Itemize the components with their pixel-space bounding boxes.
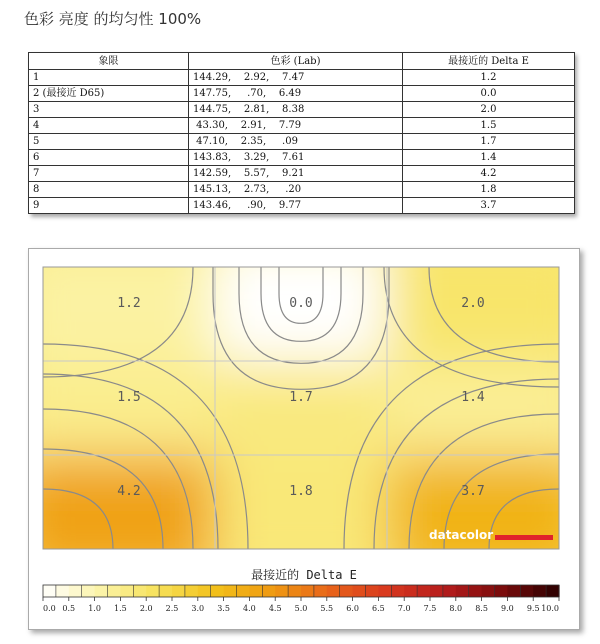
colorbar-tick-label: 6.0 — [346, 604, 359, 613]
colorbar-swatch — [159, 585, 173, 597]
page-title: 色彩 亮度 的均匀性 100% — [24, 10, 202, 28]
cell-value-label: 3.7 — [461, 484, 485, 499]
colorbar-swatch — [443, 585, 457, 597]
quadrant-cell: 4 — [29, 118, 189, 134]
colorbar-swatch — [314, 585, 328, 597]
delta-e-cell: 1.8 — [403, 182, 575, 198]
table-row — [29, 198, 575, 214]
colorbar-swatch — [520, 585, 534, 597]
table-row — [29, 118, 575, 134]
colorbar-swatch — [172, 585, 186, 597]
quadrant-cell: 1 — [29, 70, 189, 86]
colorbar-tick-label: 6.5 — [372, 604, 385, 613]
cell-value-label: 1.7 — [289, 390, 313, 405]
uniformity-chart — [28, 248, 580, 630]
colorbar-swatch — [69, 585, 83, 597]
header-quadrant: 象限 — [29, 53, 189, 70]
colorbar-tick-label: 3.5 — [217, 604, 230, 613]
colorbar-swatch — [417, 585, 431, 597]
quadrant-cell: 6 — [29, 150, 189, 166]
colorbar-swatch — [198, 585, 212, 597]
colorbar-tick-label: 7.5 — [423, 604, 437, 613]
colorbar-swatch — [353, 585, 367, 597]
lab-cell: 143.83, 3.29, 7.61 — [189, 150, 403, 166]
quadrant-cell: 9 — [29, 198, 189, 214]
colorbar-tick-label: 5.0 — [294, 604, 308, 613]
colorbar — [43, 585, 560, 613]
table-row — [29, 182, 575, 198]
colorbar-tick-label: 8.5 — [475, 604, 488, 613]
colorbar-swatch — [211, 585, 225, 597]
quadrant-cell: 5 — [29, 134, 189, 150]
colorbar-swatch — [495, 585, 509, 597]
colorbar-swatch — [391, 585, 405, 597]
lab-cell: 143.46, .90, 9.77 — [189, 198, 403, 214]
colorbar-title: 最接近的 Delta E — [251, 568, 357, 582]
cell-value-label: 1.8 — [289, 484, 313, 499]
colorbar-swatch — [56, 585, 70, 597]
colorbar-swatch — [120, 585, 133, 597]
colorbar-swatch — [340, 585, 354, 597]
quadrant-cell: 2 (最接近 D65) — [29, 86, 189, 102]
lab-cell: 43.30, 2.91, 7.79 — [189, 118, 403, 134]
uniformity-table — [28, 52, 574, 214]
colorbar-swatch — [249, 585, 263, 597]
colorbar-swatch — [133, 585, 147, 597]
table-row — [29, 86, 575, 102]
colorbar-swatch — [288, 585, 302, 597]
colorbar-swatch — [237, 585, 251, 597]
heatmap-cell — [29, 455, 215, 579]
cell-value-label: 4.2 — [117, 484, 141, 499]
colorbar-swatch — [262, 585, 276, 597]
heatmap-cell — [29, 361, 215, 455]
table-row — [29, 102, 575, 118]
colorbar-swatch — [108, 585, 122, 597]
lab-cell: 145.13, 2.73, .20 — [189, 182, 403, 198]
colorbar-swatch — [546, 585, 560, 597]
heatmap-cell — [215, 455, 387, 579]
colorbar-tick-label: 10.0 — [541, 604, 559, 613]
logo-text: datacolor — [429, 528, 494, 542]
delta-e-cell: 2.0 — [403, 102, 575, 118]
colorbar-swatch — [327, 585, 341, 597]
cell-value-label: 0.0 — [289, 296, 313, 311]
colorbar-swatch — [378, 585, 392, 597]
logo-bar — [495, 535, 553, 540]
colorbar-swatch — [82, 585, 96, 597]
colorbar-swatch — [404, 585, 418, 597]
colorbar-tick-label: 1.0 — [88, 604, 101, 613]
delta-e-cell: 1.7 — [403, 134, 575, 150]
lab-cell: 142.59, 5.57, 9.21 — [189, 166, 403, 182]
colorbar-tick-label: 9.5 — [526, 604, 540, 613]
header-color-lab: 色彩 (Lab) — [189, 53, 403, 70]
colorbar-tick-label: 7.0 — [397, 604, 411, 613]
cell-value-label: 1.5 — [117, 390, 141, 405]
table-row — [29, 70, 575, 86]
colorbar-tick-label: 1.5 — [114, 604, 127, 613]
quadrant-cell: 8 — [29, 182, 189, 198]
colorbar-tick-label: 4.0 — [243, 604, 256, 613]
colorbar-swatch — [95, 585, 109, 597]
delta-e-cell: 4.2 — [403, 166, 575, 182]
colorbar-swatch — [469, 585, 483, 597]
colorbar-tick-label: 9.0 — [501, 604, 514, 613]
cell-value-label: 2.0 — [461, 296, 485, 311]
table-row — [29, 150, 575, 166]
colorbar-tick-label: 5.5 — [320, 604, 334, 613]
colorbar-swatch — [301, 585, 315, 597]
table-row — [29, 134, 575, 150]
colorbar-swatch — [43, 585, 57, 597]
table-header-row — [29, 53, 575, 70]
colorbar-swatch — [430, 585, 444, 597]
delta-e-cell: 1.4 — [403, 150, 575, 166]
quadrant-cell: 7 — [29, 166, 189, 182]
colorbar-tick-label: 2.0 — [139, 604, 153, 613]
lab-cell: 144.29, 2.92, 7.47 — [189, 70, 403, 86]
cell-value-label: 1.4 — [461, 390, 485, 405]
colorbar-swatch — [533, 585, 547, 597]
colorbar-swatch — [146, 585, 160, 597]
lab-cell: 47.10, 2.35, .09 — [189, 134, 403, 150]
delta-e-cell: 3.7 — [403, 198, 575, 214]
colorbar-tick-label: 2.5 — [165, 604, 179, 613]
delta-e-cell: 1.5 — [403, 118, 575, 134]
lab-cell: 147.75, .70, 6.49 — [189, 86, 403, 102]
delta-e-cell: 1.2 — [403, 70, 575, 86]
cell-value-label: 1.2 — [117, 296, 141, 311]
lab-cell: 144.75, 2.81, 8.38 — [189, 102, 403, 118]
colorbar-swatch — [224, 585, 238, 597]
colorbar-swatch — [482, 585, 496, 597]
colorbar-tick-label: 0.5 — [62, 604, 76, 613]
colorbar-swatch — [507, 585, 521, 597]
colorbar-tick-label: 0.0 — [43, 604, 56, 613]
colorbar-tick-label: 3.0 — [191, 604, 205, 613]
colorbar-swatch — [185, 585, 199, 597]
colorbar-tick-label: 4.5 — [268, 604, 282, 613]
delta-e-cell: 0.0 — [403, 86, 575, 102]
colorbar-swatch — [275, 585, 289, 597]
heatmap-svg — [29, 249, 579, 629]
colorbar-swatch — [366, 585, 380, 597]
table-row — [29, 166, 575, 182]
heatmap-cell — [387, 361, 579, 455]
colorbar-swatch — [456, 585, 470, 597]
heatmap-cell — [215, 361, 387, 455]
quadrant-cell: 3 — [29, 102, 189, 118]
colorbar-tick-label: 8.0 — [449, 604, 463, 613]
heatmap-cell — [387, 455, 579, 579]
header-delta-e: 最接近的 Delta E — [403, 53, 575, 70]
